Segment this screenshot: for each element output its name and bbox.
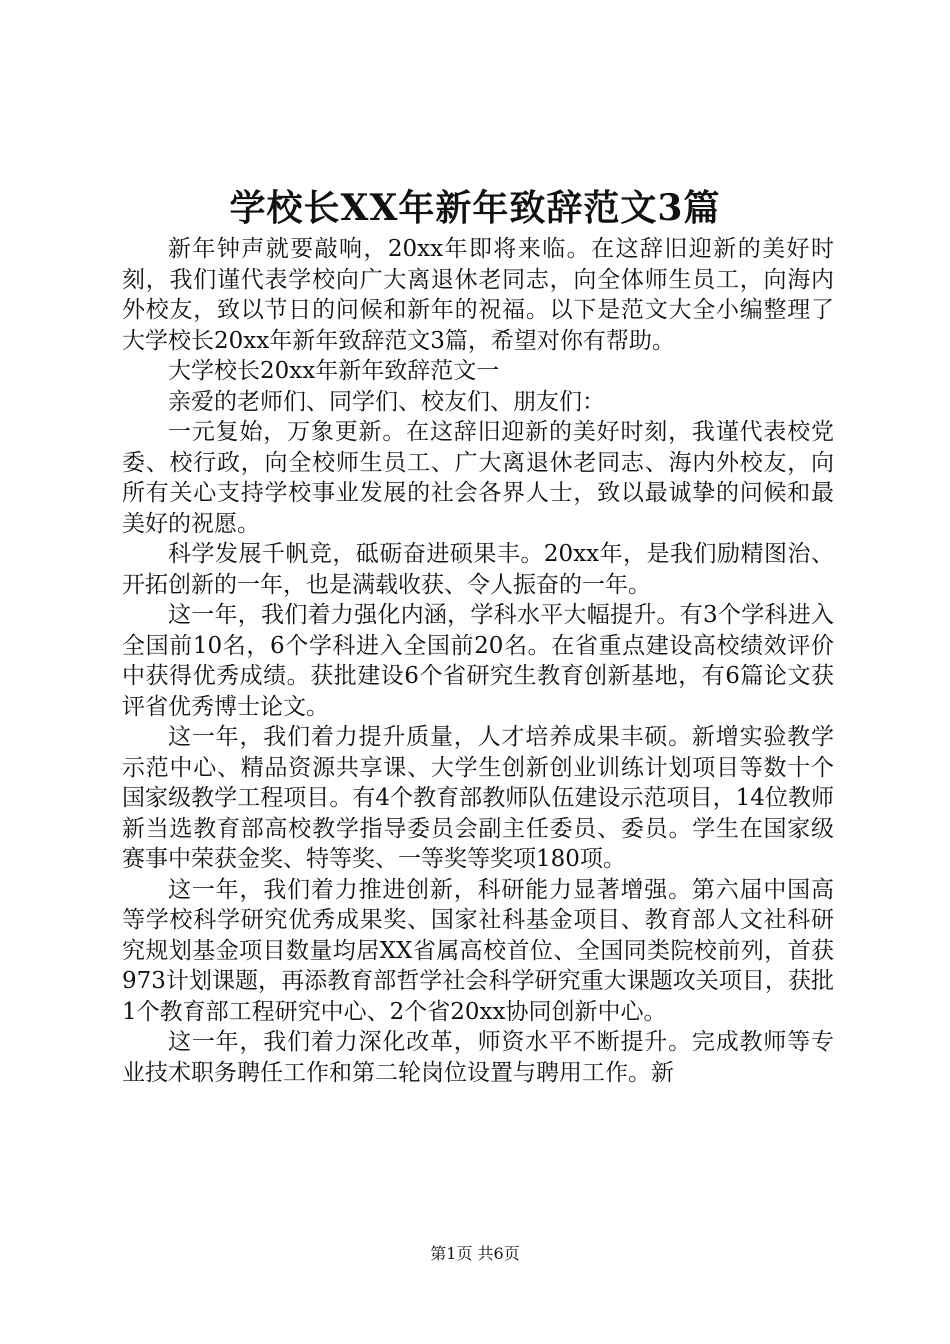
paragraph: 科学发展千帆竞，砥砺奋进硕果丰。20xx年，是我们励精图治、开拓创新的一年，也是满载收获、令人振奋的一年。	[122, 541, 834, 598]
paragraph: 一元复始，万象更新。在这辞旧迎新的美好时刻，我谨代表校党委、校行政，向全校师生员工、广大离退休老同志、海内外校友，向所有关心支持学校事业发展的社会各界人士，致以最诚挚的问候和最美好的祝愿。	[122, 419, 834, 537]
page-number-footer: 第1页 共6页	[430, 1244, 520, 1263]
document-title: 学校长XX年新年致辞范文3篇	[229, 187, 721, 229]
paragraph: 新年钟声就要敲响，20xx年即将来临。在这辞旧迎新的美好时刻，我们谨代表学校向广大离退休老同志，向全体师生员工，向海内外校友，致以节日的问候和新年的祝福。以下是范文大全小编整理了大学校长20xx年新年致辞范文3篇，希望对你有帮助。	[122, 236, 834, 354]
document-body	[122, 234, 834, 1088]
salutation: 亲爱的老师们、同学们、校友们、朋友们：	[168, 388, 605, 415]
paragraph: 这一年，我们着力推进创新，科研能力显著增强。第六届中国高等学校科学研究优秀成果奖、国家社科基金项目、教育部人文社科研究规划基金项目数量均居XX省属高校首位、全国同类院校前列，首获973计划课题，再添教育部哲学社会科学研究重大课题攻关项目，获批1个教育部工程研究中心、2个省20xx协同创新中心。	[122, 876, 834, 1025]
section-heading: 大学校长20xx年新年致辞范文一	[168, 358, 500, 384]
paragraph: 这一年，我们着力提升质量，人才培养成果丰硕。新增实验教学示范中心、精品资源共享课、大学生创新创业训练计划项目等数十个国家级教学工程项目。有4个教育部教师队伍建设示范项目，14位教师新当选教育部高校教学指导委员会副主任委员、委员。学生在国家级赛事中荣获金奖、特等奖、一等奖等奖项180项。	[122, 724, 834, 872]
paragraph: 这一年，我们着力强化内涵，学科水平大幅提升。有3个学科进入全国前10名，6个学科进入全国前20名。在省重点建设高校绩效评价中获得优秀成绩。获批建设6个省研究生教育创新基地，有6篇论文获评省优秀博士论文。	[122, 602, 834, 720]
paragraph: 这一年，我们着力深化改革，师资水平不断提升。完成教师等专业技术职务聘任工作和第二轮岗位设置与聘用工作。新	[122, 1029, 834, 1086]
